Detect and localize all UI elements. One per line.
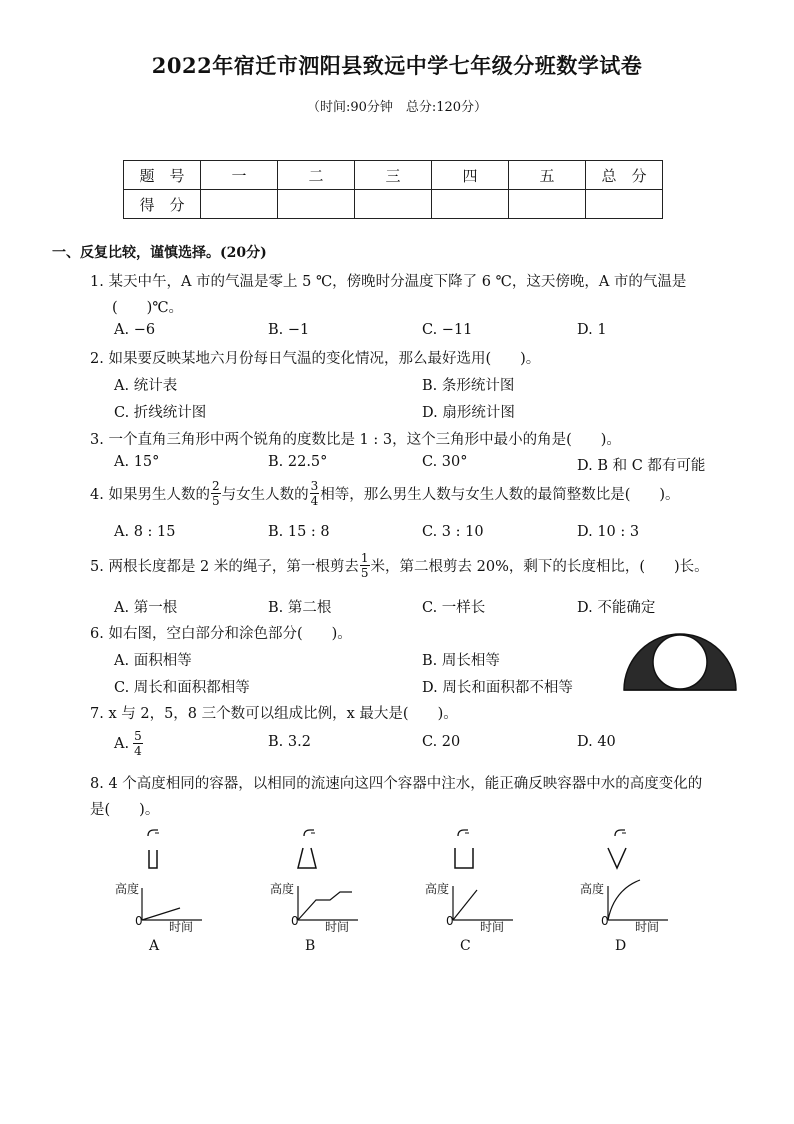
option[interactable]: D. 40 xyxy=(577,734,616,750)
container-d-icon xyxy=(603,828,633,872)
option-letter[interactable]: C xyxy=(460,938,471,954)
option[interactable]: D. 周长和面积都不相等 xyxy=(422,680,573,696)
option[interactable]: C. 一样长 xyxy=(422,600,486,616)
fraction-denominator: 4 xyxy=(310,494,319,508)
score-cell[interactable] xyxy=(432,190,509,219)
header-cell: 一 xyxy=(201,161,278,190)
option[interactable]: D. B 和 C 都有可能 xyxy=(577,458,706,474)
axis-label-y: 高度 xyxy=(115,882,140,896)
axis-label-y: 高度 xyxy=(270,882,295,896)
score-cell[interactable] xyxy=(278,190,355,219)
question-3-text: 3. 一个直角三角形中两个锐角的度数比是 1 : 3，这个三角形中最小的角是( )。 xyxy=(90,432,621,448)
fraction-denominator: 5 xyxy=(211,494,220,508)
option[interactable]: B. 15 : 8 xyxy=(268,524,330,540)
option[interactable]: D. 扇形统计图 xyxy=(422,405,515,421)
header-cell: 总 分 xyxy=(586,161,663,190)
score-table-score-row xyxy=(124,190,663,219)
axis-origin: 0 xyxy=(135,914,143,928)
score-cell[interactable] xyxy=(509,190,586,219)
question-1-blank: ( )℃。 xyxy=(112,300,184,316)
axis-label-x: 时间 xyxy=(169,920,194,934)
question-5-text xyxy=(90,552,709,579)
blank-circle xyxy=(653,635,707,689)
option[interactable]: A. 统计表 xyxy=(114,378,178,394)
option[interactable]: A. −6 xyxy=(114,322,156,338)
question-8-text-cont: 是( )。 xyxy=(90,802,160,818)
option[interactable]: B. 22.5° xyxy=(268,454,328,470)
score-table xyxy=(123,160,663,219)
option[interactable]: B. 3.2 xyxy=(268,734,311,750)
option[interactable]: C. 3 : 10 xyxy=(422,524,484,540)
axis-origin: 0 xyxy=(601,914,609,928)
option[interactable]: C. 周长和面积都相等 xyxy=(114,680,250,696)
score-cell[interactable] xyxy=(201,190,278,219)
graph-a xyxy=(140,886,206,924)
option[interactable]: D. 1 xyxy=(577,322,607,338)
fraction xyxy=(360,552,370,579)
header-cell: 五 xyxy=(509,161,586,190)
option-letter[interactable]: D xyxy=(615,938,627,954)
option-letter[interactable]: A xyxy=(149,938,160,954)
option[interactable]: A. 8 : 15 xyxy=(114,524,176,540)
container-c-icon xyxy=(448,828,478,872)
semicircle-figure xyxy=(622,630,738,692)
container-a-icon xyxy=(138,828,168,872)
fraction-denominator: 5 xyxy=(360,566,369,580)
question-1-text: 1. 某天中午，A 市的气温是零上 5 ℃，傍晚时分温度下降了 6 ℃，这天傍晚，A 市的气温是 xyxy=(90,274,687,290)
fraction-numerator: 3 xyxy=(310,479,319,493)
score-cell[interactable] xyxy=(586,190,663,219)
q4-part: 相等，那么男生人数与女生人数的最简整数比是( )。 xyxy=(320,487,680,503)
question-7-text: 7. x 与 2，5，8 三个数可以组成比例，x 最大是( )。 xyxy=(90,706,458,722)
page-title: 2022年宿迁市泗阳县致远中学七年级分班数学试卷 xyxy=(151,53,643,78)
question-2-text: 2. 如果要反映某地六月份每日气温的变化情况，那么最好选用( )。 xyxy=(90,351,541,367)
option[interactable]: D. 不能确定 xyxy=(577,600,656,616)
axis-label-x: 时间 xyxy=(635,920,660,934)
container-b-icon xyxy=(292,828,322,872)
exam-info: （时间:90分钟 总分:120分） xyxy=(306,100,488,115)
axis-label-x: 时间 xyxy=(480,920,505,934)
score-cell[interactable] xyxy=(355,190,432,219)
axis-origin: 0 xyxy=(446,914,454,928)
option[interactable]: A. 面积相等 xyxy=(114,653,192,669)
score-label-cell: 得 分 xyxy=(124,190,201,219)
option[interactable]: C. 30° xyxy=(422,454,468,470)
fraction-numerator: 2 xyxy=(211,479,220,493)
graph-d xyxy=(606,872,672,924)
option[interactable]: C. −11 xyxy=(422,322,473,338)
axis-label-y: 高度 xyxy=(425,882,450,896)
option[interactable]: A. 第一根 xyxy=(114,600,178,616)
fraction-numerator: 1 xyxy=(360,551,369,565)
q4-part: 与女生人数的 xyxy=(221,487,309,503)
option[interactable]: A. 15° xyxy=(114,454,160,470)
option[interactable]: B. −1 xyxy=(268,322,310,338)
option[interactable]: C. 20 xyxy=(422,734,461,750)
graph-b xyxy=(296,880,362,924)
header-cell: 题 号 xyxy=(124,161,201,190)
option-letter: A. xyxy=(114,735,130,752)
q5-part: 米，第二根剪去 20%，剩下的长度相比，( )长。 xyxy=(370,559,709,575)
axis-label-x: 时间 xyxy=(325,920,350,934)
question-8-text: 8. 4 个高度相同的容器，以相同的流速向这四个容器中注水，能正确反映容器中水的高度变化的 xyxy=(90,776,703,792)
fraction-denominator: 4 xyxy=(134,744,142,758)
option[interactable]: B. 第二根 xyxy=(268,600,332,616)
fraction xyxy=(133,730,143,757)
header-cell: 二 xyxy=(278,161,355,190)
axis-label-y: 高度 xyxy=(580,882,605,896)
option[interactable]: B. 条形统计图 xyxy=(422,378,515,394)
option[interactable]: B. 周长相等 xyxy=(422,653,500,669)
fraction xyxy=(310,480,320,507)
fraction-numerator: 5 xyxy=(134,729,142,743)
option-letter[interactable]: B xyxy=(305,938,316,954)
header-cell: 四 xyxy=(432,161,509,190)
question-6-text: 6. 如右图，空白部分和涂色部分( )。 xyxy=(90,626,352,642)
q4-part: 4. 如果男生人数的 xyxy=(90,487,210,503)
graph-c xyxy=(451,880,517,924)
option[interactable]: D. 10 : 3 xyxy=(577,524,640,540)
question-4-text xyxy=(90,480,680,507)
header-cell: 三 xyxy=(355,161,432,190)
option[interactable]: C. 折线统计图 xyxy=(114,405,207,421)
option[interactable] xyxy=(114,730,144,757)
score-table-header-row xyxy=(124,161,663,190)
q5-part: 5. 两根长度都是 2 米的绳子，第一根剪去 xyxy=(90,559,359,575)
section-heading: 一、反复比较，谨慎选择。(20分) xyxy=(52,245,267,261)
fraction xyxy=(211,480,221,507)
axis-origin: 0 xyxy=(291,914,299,928)
